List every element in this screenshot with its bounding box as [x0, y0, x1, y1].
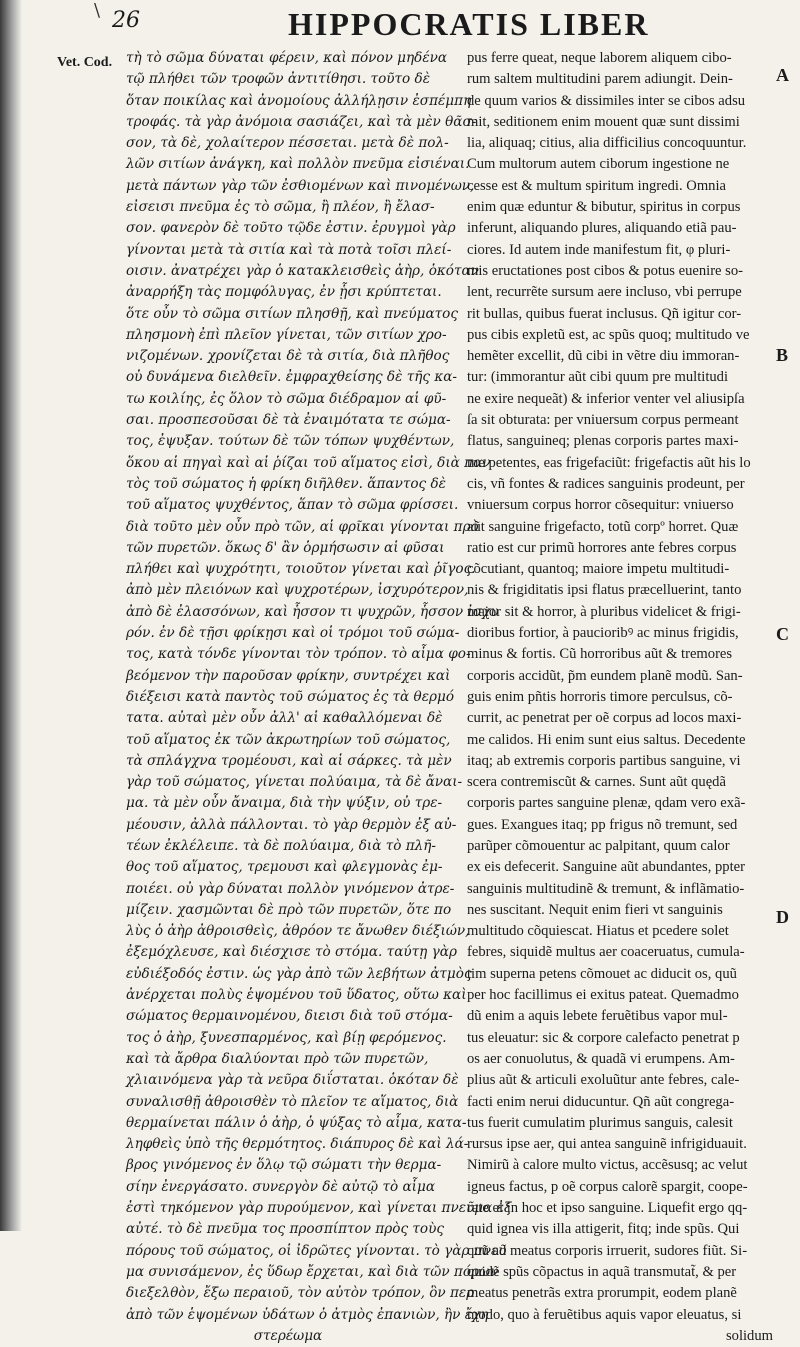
latin-text-line: dioribus fortior, à paucioribꝰ ac minus frigidis, — [467, 625, 739, 642]
greek-text-line: ἐστὶ τηκόμενον γὰρ πυρούμενον, καὶ γίνεται πνεῦμα ἐξ — [126, 1200, 512, 1217]
greek-text-line: τατα. αὐταὶ μὲν οὖν ἀλλ' αἱ καθαλλόμεναι δὲ — [126, 710, 443, 727]
greek-text-line: καὶ τὰ ἄρθρα διαλύονται πρὸ τῶν πυρετῶν, — [126, 1050, 429, 1067]
greek-text-line: τος ὁ ἀὴρ, ξυνεσπαρμένος, καὶ βίῃ φερόμενος. — [126, 1029, 447, 1046]
latin-text-line: rum saltem multitudini parem adiungit. Dein- — [467, 71, 733, 88]
greek-text-line: αὐτέ. τὸ δὲ πνεῦμα τος προσπίπτον πρὸς τοὺς — [126, 1221, 444, 1238]
latin-text-line: solidum — [725, 1327, 773, 1344]
greek-text-line: οισιν. ἀνατρέχει γὰρ ὁ κατακλεισθεὶς ἀὴρ, ὁκόταν — [126, 262, 479, 279]
latin-text-line: meatus penetrãs extra prorumpit, eodem planẽ — [467, 1285, 737, 1302]
latin-text-line: sanguinis multitudinẽ & tremunt, & inflãmatio- — [467, 880, 745, 897]
greek-text-line: χλιαινόμενα γὰρ τὰ νεῦρα διΐσταται. ὁκόταν δὲ — [126, 1072, 459, 1089]
greek-text-line: σον. φανερὸν δὲ τοῦτο τῷδε ἐστιν. ἐρυγμοὶ γὰρ — [126, 220, 456, 237]
greek-text-line: ὅταν ποικίλας καὶ ἀνομοίους ἀλλήλῃσιν ἐσπέμπη — [126, 92, 472, 109]
latin-text-line: guis enim pñtis horroris timore perculsus, cõ- — [467, 688, 733, 705]
latin-text-line: multitudo cõquiescat. Hiatus et pcedere solet — [467, 923, 729, 940]
greek-text-line: τροφάς. τὰ γὰρ ἀνόμοια σασιάζει, καὶ τὰ μὲν θᾶσ- — [126, 113, 477, 130]
greek-text-line: διέξεισι κατὰ παντὸς τοῦ σώματος ἐς τὰ θερμό — [126, 688, 455, 705]
greek-text-line: ἀνέρχεται πολὺς ἑψομένου τοῦ ὕδατος, οὕτω καὶ — [126, 987, 467, 1004]
latin-text-line: inferunt, aliquando plures, aliquando etiã pau- — [467, 220, 737, 237]
greek-text-line: πόρους τοῦ σώματος, οἱ ἰδρῶτες γίνονται. τὸ γὰρ πνεῦ — [126, 1242, 507, 1259]
latin-text-line: cesse est & multum spiritum ingredi. Omnia — [467, 177, 727, 194]
latin-text-line: scera contremiscũt & carnes. Sunt aũt quędã — [467, 774, 726, 791]
latin-text-line: aũt sanguine frigefacto, totũ corpº horret. Quæ — [467, 518, 739, 535]
latin-text-line: quidẽ spũs cõpactus in aquã transmutat̃, & per — [467, 1263, 737, 1280]
corner-mark: \ — [94, 0, 101, 21]
latin-text-line: cõcutiant, quantoq; maiore impetu multitudi- — [467, 561, 730, 578]
latin-text-line: os aer conuolutus, & quadã vi erumpens. Am- — [467, 1050, 735, 1067]
greek-text-line: μέουσιν, ἀλλὰ πάλλονται. τὸ γὰρ θερμὸν ἐξ αὐ- — [126, 816, 457, 833]
latin-text-line: tim superna petens cõmouet ac diducit os, quũ — [467, 965, 737, 982]
section-letter-c: C — [776, 624, 789, 644]
latin-text-line: de quum varios & dissimiles inter se cibos adsu — [467, 92, 746, 109]
greek-text-line: μα. τὰ μὲν οὖν ἄναιμα, διὰ τὴν ψύξιν, οὐ τρε- — [126, 795, 443, 812]
latin-text-line: lent, recurrẽte sursum aere incluso, vbi perrupe — [467, 284, 742, 301]
greek-text-line: εὐδιέξοδός ἐστιν. ὡς γὰρ ἀπὸ τῶν λεβήτων ἀτμὸς — [126, 965, 472, 982]
page-gutter — [0, 0, 22, 1231]
greek-text-line: θερμαίνεται πάλιν ὁ ἀὴρ, ὁ ψύξας τὸ αἷμα, κατα- — [126, 1114, 467, 1131]
greek-text-line: ἐξεμόχλευσε, καὶ διέσχισε τὸ στόμα. ταύτῃ γὰρ — [126, 944, 457, 961]
latin-text-line: parũper cõmouentur ac palpitant, quum calor — [467, 837, 730, 854]
latin-text-line: pus ferre queat, neque laborem aliquem cibo- — [467, 50, 732, 66]
latin-text-line: quũ ad meatus corporis irruerit, sudores fiũt. Si- — [467, 1242, 748, 1259]
greek-text-line: λὺς ὁ ἀὴρ ἀθροισθεὶς, ἀθρόον τε ἄνωθεν διέξιών, — [126, 923, 470, 940]
running-title: HIPPOCRATIS LIBER — [288, 6, 650, 42]
latin-text-line: plius aũt & articuli exoluũtur ante febres, cale- — [467, 1072, 740, 1089]
greek-text-line: διὰ τοῦτο μὲν οὖν πρὸ τῶν, αἱ φρῖκαι γίνονται πρὸ — [126, 518, 479, 535]
latin-text-line: mis eructationes post cibos & potus euenire so- — [467, 262, 744, 279]
greek-text-line: μα συνισάμενον, ἐς ὕδωρ ἔρχεται, καὶ διὰ τῶν πόρων — [126, 1263, 499, 1280]
latin-text-line: currit, ac penetrat per oẽ corpus ad locos maxi- — [467, 710, 742, 727]
greek-text-line: τος, κατὰ τόνδε γίνονται τὸν τρόπον. τὸ αἷμα φο- — [126, 646, 471, 663]
latin-text-line: febres, siquidẽ multus aer coaceruatus, cumula- — [467, 944, 745, 961]
greek-text-line: λῶν σιτίων ἀνάγκη, καὶ πολλὸν πνεῦμα εἰσιέναι. — [126, 156, 470, 173]
latin-text-line: per hoc facillimus ei exitus pateat. Quemadmo — [467, 987, 739, 1004]
greek-text-line: ἀπὸ τῶν ἑψομένων ὑδάτων ὁ ἀτμὸς ἐπανιὼν, ἢν ἔχη — [126, 1306, 489, 1323]
greek-text-line: πλησμονὴ ἐπὶ πλεῖον γίνεται, τῶν σιτίων χρο- — [126, 326, 447, 343]
greek-text-line: μετὰ πάντων γὰρ τῶν ἐσθιομένων καὶ πινομένων, — [126, 177, 475, 194]
latin-text-line: ſa sit obturata: per vniuersum corpus permeant — [467, 412, 739, 429]
greek-text-line: τω κοιλίης, ἐς ὅλον τὸ σῶμα διέδραμον αἱ φῦ- — [126, 390, 447, 407]
latin-text-line: vniuersum corpus horror cõsequitur: vniuerso — [467, 497, 734, 514]
latin-text-line: Cum multorum autem ciborum ingestione ne — [467, 156, 730, 173]
latin-text-line: ciores. Id autem inde manifestum fit, φ pluri- — [467, 241, 731, 258]
latin-text-line: quid ignea vis illa attigerit, fitq; inde spũs. Qui — [467, 1221, 740, 1238]
latin-text-line: rate ei in hoc et ipso sanguine. Liquefit ergo qq- — [467, 1200, 748, 1217]
section-letter-b: B — [776, 345, 789, 365]
latin-text-line: hemẽter excellit, dũ cibi in vẽtre diu immoran- — [467, 348, 740, 365]
greek-text-line: συναλισθῇ ἀθροισθὲν τὸ πλεῖον τε αἵματος, διὰ — [126, 1093, 459, 1110]
latin-text-line: cis, vñ fontes & radices sanguinis prodeunt, per — [467, 475, 745, 492]
greek-text-line: βρος γινόμενος ἐν ὅλῳ τῷ σώματι τὴν θερμα- — [126, 1157, 442, 1174]
greek-text-line: τὸς τοῦ σώματος ἡ φρίκη διῆλθεν. ἅπαντος δὲ — [126, 475, 446, 492]
greek-text-line: τὰ σπλάγχνα τρομέουσι, καὶ αἱ σάρκες. τὰ μὲν — [126, 752, 452, 769]
latin-text-line: enim quæ eduntur & bibutur, spiritus in corpus — [467, 199, 741, 216]
latin-column — [467, 48, 773, 1347]
latin-text-line: rit bullas, quibus fuerat inclusus. Qñ igitur cor- — [467, 305, 742, 322]
latin-text-line: itaq; ab extremis corporis partibus sanguine, vi — [467, 752, 741, 769]
latin-text-line: ratio est cur primũ horrores ante febres corpus — [467, 539, 737, 556]
greek-text-line: διεξελθὸν, ἔξω περαιοῦ, τὸν αὐτὸν τρόπον, ὃν περ — [126, 1285, 475, 1302]
greek-text-line: σώματος θερμαινομένου, διεισι διὰ τοῦ στόμα- — [126, 1008, 453, 1025]
latin-text-line: ne exire nequeãt) & inferior venter vel aliusipſa — [467, 390, 745, 407]
greek-text-line: ποιέει. οὐ γὰρ δύναται πολλὸν γινόμενον ἀτρε- — [126, 880, 455, 897]
greek-text-line: ἀναρρήξη τὰς πομφόλυγας, ἐν ᾗσι κρύπτεται. — [126, 284, 442, 301]
latin-text-line: nes suscitant. Nequit enim fieri vt sanguinis — [467, 901, 723, 918]
latin-text-line: mit, seditionem enim mouent quæ sunt dissimi — [467, 113, 740, 130]
latin-text-line: rursus ipse aer, qui antea sanguinẽ infrigiduauit. — [467, 1136, 747, 1153]
greek-text-line: τοῦ αἵματος ψυχθέντος, ἅπαν τὸ σῶμα φρίσσει. — [126, 497, 459, 514]
latin-text-line: corporis accidũt, p̃m eundem planẽ modũ. San- — [467, 667, 743, 684]
latin-text-line: corporis partes sanguine plenæ, qdam vero exã- — [467, 795, 746, 812]
greek-text-line: ἀπὸ δὲ ἐλασσόνων, καὶ ἧσσον τι ψυχρῶν, ἧσσον ἰσχυ — [126, 603, 499, 620]
latin-text-line: facti enim nerui diducuntur. Qñ aũt congrega- — [467, 1093, 735, 1110]
greek-text-line: ρόν. ἐν δὲ τῇσι φρίκῃσι καὶ οἱ τρόμοι τοῦ σώμα- — [126, 625, 460, 642]
greek-text-line: σον, τὰ δὲ, χολαίτερον πέσσεται. μετὰ δὲ πολ- — [126, 135, 449, 152]
latin-text-line: tur: (immorantur aũt cibi quum pre multitudi — [467, 369, 729, 386]
greek-text-line: σίην ἐνεργάσατο. συνεργὸν δὲ αὐτῷ τὸ αἷμα — [126, 1178, 435, 1195]
greek-text-line: σαι. προσπεσοῦσαι δὲ τὰ ἐναιμότατα τε σώμα- — [126, 412, 451, 429]
greek-text-line: εἰσεισι πνεῦμα ἐς τὸ σῶμα, ἢ πλέον, ἢ ἔλασ- — [126, 199, 435, 216]
greek-text-line: ὅτε οὖν τὸ σῶμα σιτίων πλησθῇ, καὶ πνεύματος — [126, 305, 458, 322]
greek-text-line: τὴ τὸ σῶμα δύναται φέρειν, καὶ πόνον μηδένα — [126, 50, 448, 66]
latin-text-line: pus cibis expletũ est, ac spũs quoq; multitudo ve — [467, 326, 750, 343]
latin-text-line: me calidos. Hi enim sunt eius saltus. Decedente — [467, 731, 746, 748]
greek-column — [126, 48, 512, 1347]
latin-text-line: minus & fortis. Cũ horroribus aũt & tremores — [467, 646, 733, 663]
greek-text-line: θος τοῦ αἵματος, τρεμουσι καὶ φλεγμονὰς ἐμ- — [126, 859, 443, 876]
greek-text-line: πλήθει καὶ ψυχρότητι, τοιοῦτον γίνεται καὶ ῥῖγος. — [126, 561, 476, 578]
latin-text-line: flatus, sanguineq; plenas corporis partes maxi- — [467, 433, 739, 450]
greek-text-line: οὐ δυνάμενα διελθεῖν. ἐμφραχθείσης δὲ τῆς κα- — [126, 369, 458, 386]
latin-text-line: nis & frigiditatis ipsi flatus præcelluerint, tanto — [467, 582, 742, 599]
greek-text-line: ληφθεὶς ὑπὸ τῆς θερμότητος. διάπυρος δὲ καὶ λά- — [126, 1136, 469, 1153]
greek-text-line: γὰρ τοῦ σώματος, γίνεται πολύαιμα, τὰ δὲ ἄναι- — [126, 774, 463, 791]
margin-note: Vet. Cod. — [57, 55, 113, 70]
latin-text-line: maior sit & horror, à pluribus videlicet & frigi- — [467, 603, 741, 620]
greek-text-line: τέων ἐκλέλειπε. τὰ δὲ πολύαιμα, διὰ τὸ πλῆ- — [126, 837, 437, 854]
latin-text-line: Nimirũ à calore multo victus, accẽsusq; ac velut — [467, 1157, 748, 1174]
greek-text-line: γίνονται μετὰ τὰ σιτία καὶ τὰ ποτὰ τοῖσι πλεί- — [126, 241, 452, 258]
greek-text-line: στερέωμα — [253, 1327, 323, 1344]
greek-text-line: τῷ πλήθει τῶν τροφῶν ἀντιτίθησι. τοῦτο δὲ — [126, 71, 431, 88]
greek-text-line: μίζειν. χασμῶνται δὲ πρὸ τῶν πυρετῶν, ὅτε πο — [126, 901, 452, 918]
latin-text-line: igneus factus, p oẽ corpus calorẽ spargit, coope- — [467, 1178, 748, 1195]
greek-text-line: νιζομένων. χρονίζεται δὲ τὰ σιτία, διὰ πλῆθος — [126, 348, 450, 365]
latin-text-line: lia, aliquaq; citius, alia difficilius concoquuntur. — [467, 135, 747, 152]
section-letter-a: A — [776, 65, 789, 85]
greek-text-line: ἀπὸ μὲν πλειόνων καὶ ψυχροτέρων, ἰσχυρότερον, — [126, 582, 469, 599]
greek-text-line: τῶν πυρετῶν. ὅκως δ' ἂν ὁρμήσωσιν αἱ φῦσαι — [126, 539, 445, 556]
latin-text-line: gues. Exangues itaq; pp frigus nõ tremunt, sed — [467, 816, 738, 833]
latin-text-line: ex eis defecerit. Sanguine aũt abundantes, ppter — [467, 859, 745, 876]
greek-text-line: ὅκου αἱ πηγαὶ καὶ αἱ ῥίζαι τοῦ αἵματος εἰσὶ, διὰ παν — [126, 454, 491, 471]
latin-text-line: dũ enim a aquis lebete feruẽtibus vapor mul- — [467, 1008, 728, 1025]
greek-text-line: βεόμενον τὴν παροῦσαν φρίκην, συντρέχει καὶ — [126, 667, 451, 684]
greek-text-line: τος, ἐψυξαν. τούτων δὲ τῶν τόπων ψυχθέντων, — [126, 433, 455, 450]
latin-text-line: tus fuerit cumulatim plurimus sanguis, calesit — [467, 1114, 733, 1131]
page-number: 26 — [112, 8, 140, 33]
greek-text-line: τοῦ αἵματος ἐκ τῶν ἀκρωτηρίων τοῦ σώματος, — [126, 731, 451, 748]
latin-text-line: me petentes, eas frigefaciũt: frigefactis aũt his lo — [467, 454, 751, 471]
latin-text-line: modo, quo à feruẽtibus aquis vapor eleuatus, si — [467, 1306, 742, 1323]
section-letter-d: D — [776, 907, 789, 927]
latin-text-line: tus eleuatur: sic & corpore calefacto penetrat p — [467, 1029, 740, 1046]
